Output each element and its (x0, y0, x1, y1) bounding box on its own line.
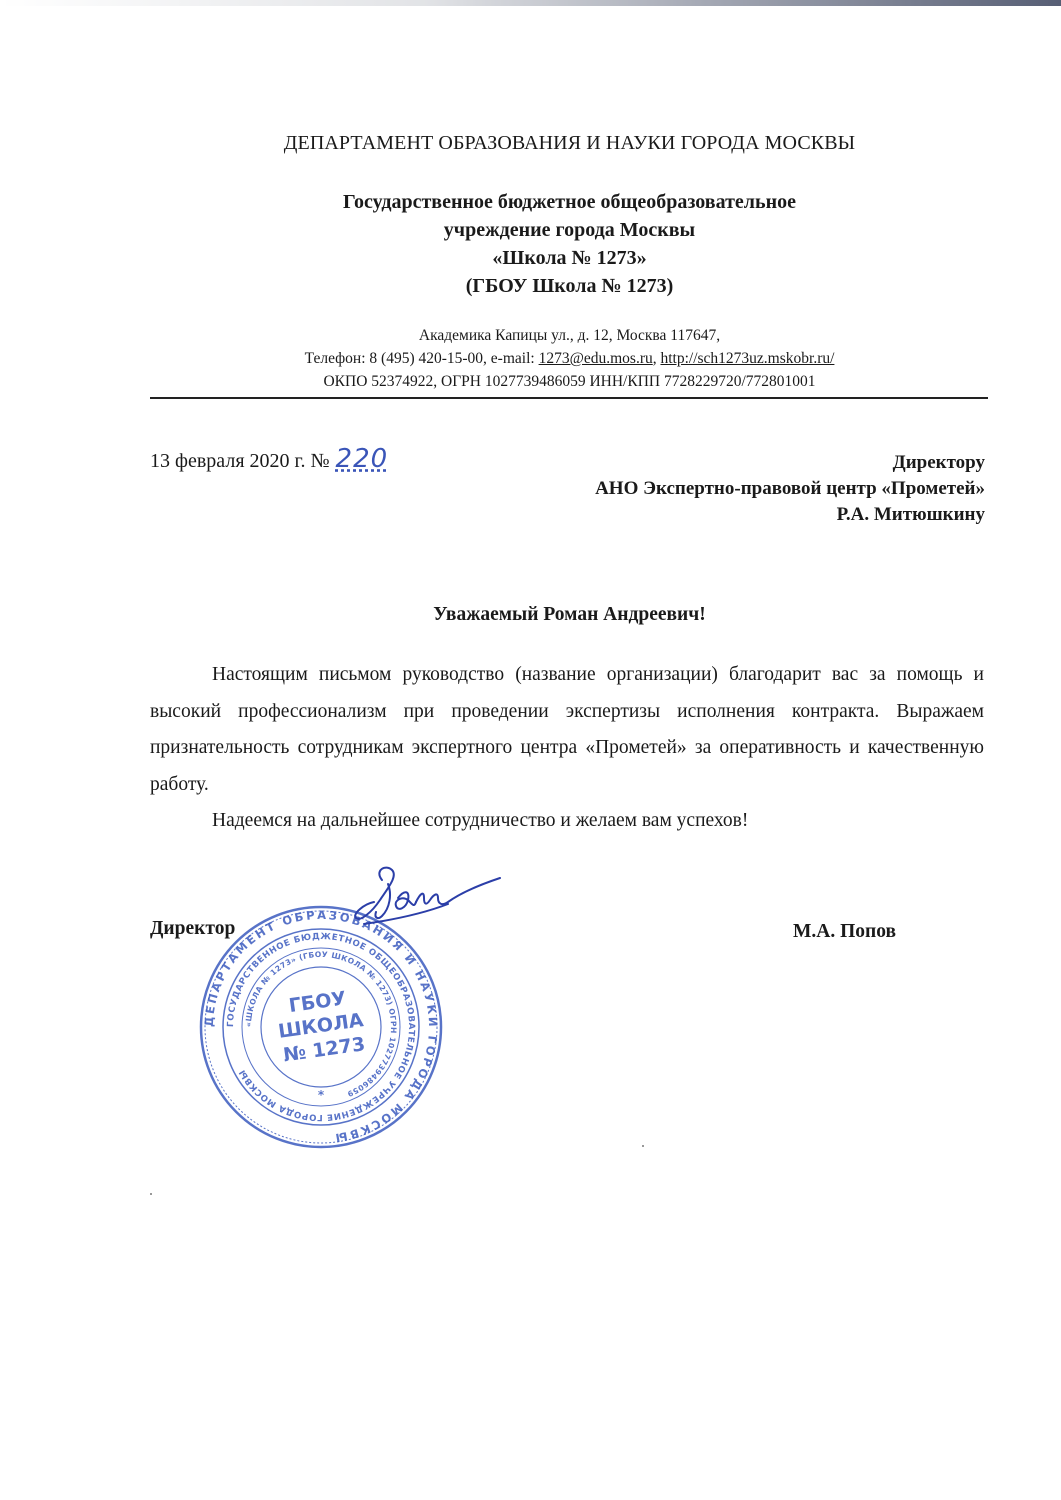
registration-number: 220 (335, 444, 389, 474)
stamp-outer-text: ДЕПАРТАМЕНТ ОБРАЗОВАНИЯ И НАУКИ ГОРОДА МОСКВЫ (201, 907, 441, 1146)
addressee-line: Директору (892, 452, 985, 473)
stamp-center-line: ГБОУ (287, 987, 348, 1018)
body-paragraph: Надеемся на дальнейшее сотрудничество и желаем вам успехов! (212, 810, 749, 831)
header-divider (150, 397, 988, 399)
salutation: Уважаемый Роман Андреевич! (433, 604, 706, 625)
org-line: (ГБОУ Школа № 1273) (465, 275, 674, 297)
contacts-block (0, 324, 1061, 393)
addressee-line: АНО Экспертно-правовой центр «Прометей» (595, 478, 985, 499)
phone-text: Телефон: 8 (495) 420-15-00, e-mail: (304, 350, 539, 367)
letter-date: 13 февраля 2020 г. № (150, 450, 330, 472)
email-link[interactable]: 1273@edu.mos.ru (538, 350, 653, 367)
scan-speck (642, 1145, 644, 1147)
addressee-block (595, 450, 985, 528)
date-and-number (150, 444, 388, 474)
org-line: «Школа № 1273» (492, 247, 647, 269)
scan-speck (150, 1193, 152, 1195)
registry-line: ОКПО 52374922, ОГРН 1027739486059 ИНН/КПП 7728229720/772801001 (323, 373, 816, 390)
svg-text:*: * (317, 1088, 325, 1102)
stamp-center-line: № 1273 (281, 1033, 367, 1067)
handwritten-signature (352, 860, 512, 940)
organization-name (0, 188, 1061, 300)
addressee-line: Р.А. Митюшкину (836, 504, 985, 525)
signatory-role: Директор (150, 918, 236, 939)
letter-body (150, 657, 984, 840)
separator-text: , (652, 350, 661, 367)
stamp-ring-text: ГОСУДАРСТВЕННОЕ БЮДЖЕТНОЕ ОБЩЕОБРАЗОВАТЕЛЬНОЕ УЧРЕЖДЕНИЕ ГОРОДА МОСКВЫ (225, 931, 417, 1123)
scan-edge-shadow (0, 0, 1061, 6)
stamp-center-line: ШКОЛА (276, 1009, 365, 1043)
website-link[interactable]: http://sch1273uz.mskobr.ru/ (660, 350, 835, 367)
org-line: Государственное бюджетное общеобразовательное (343, 191, 796, 213)
stamp-inner-text: «ШКОЛА № 1273» (ГБОУ ШКОЛА № 1273) ОГРН 1027739486059 (243, 949, 399, 1099)
address-line: Академика Капицы ул., д. 12, Москва 117647, (418, 327, 721, 344)
body-paragraph: Настоящим письмом руководство (название организации) благодарит вас за помощь и высокий профессионализм при проведении экспертизы исполнения контракта. Выражаем признательность сотрудникам экспертного центра «Прометей» за оперативность и качественную работу. (150, 664, 984, 795)
official-seal-stamp (198, 904, 444, 1150)
signatory-name: М.А. Попов (793, 921, 897, 942)
phone-email-line (0, 347, 1061, 370)
department-title: ДЕПАРТАМЕНТ ОБРАЗОВАНИЯ И НАУКИ ГОРОДА МОСКВЫ (283, 132, 856, 154)
org-line: учреждение города Москвы (443, 219, 696, 241)
